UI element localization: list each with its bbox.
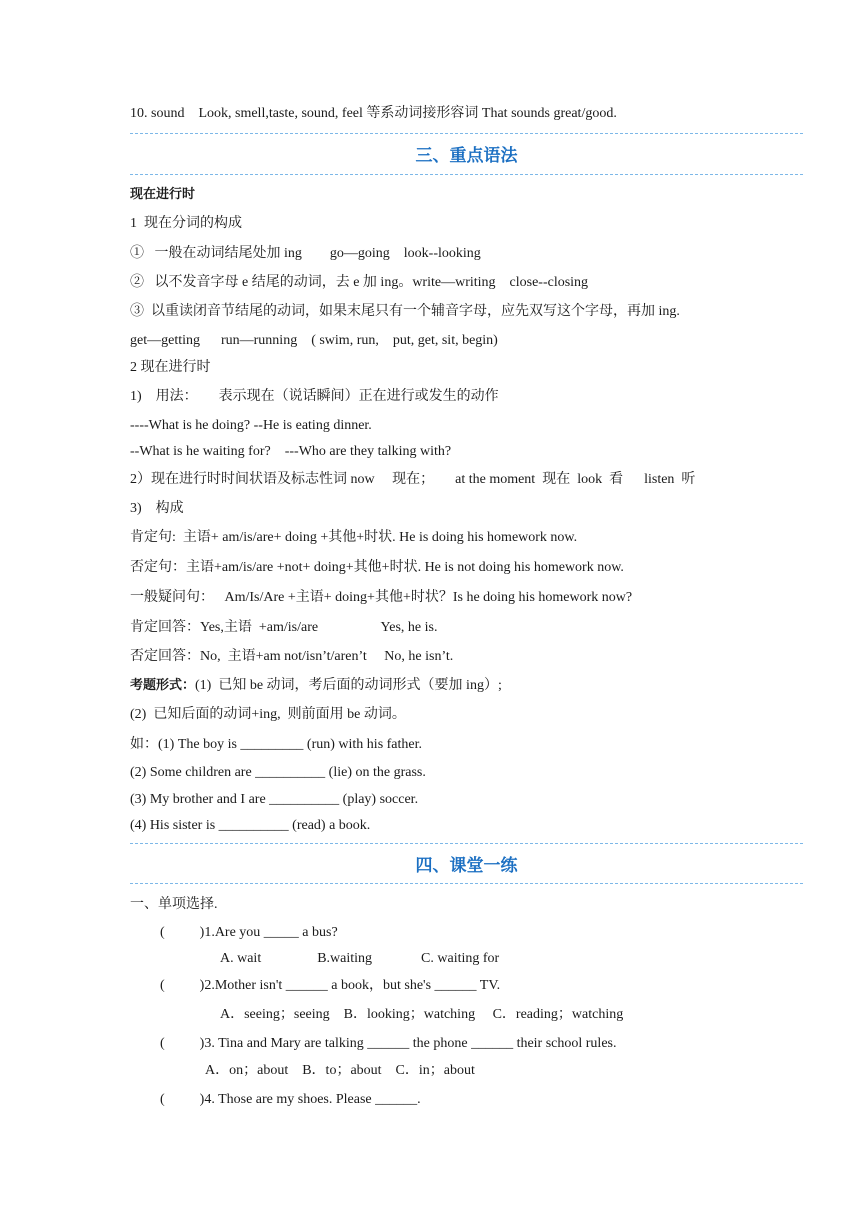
top-note: 10. sound Look, smell,taste, sound, feel 等系动词接形容词 That sounds great/good. xyxy=(130,106,617,121)
text-line: --What is he waiting for? ---Who are they talking with? xyxy=(130,444,452,459)
question-2-options: A．seeing；seeing B．looking；watching C．reading；watching xyxy=(220,1007,624,1022)
text-line: 一般疑问句： Am/Is/Are +主语+ doing+其他+时状？Is he doing his homework now? xyxy=(130,590,633,605)
text-line: get—getting run—running ( swim, run, put, get, sit, begin) xyxy=(130,333,498,348)
text-line: ② 以不发音字母 e 结尾的动词，去 e 加 ing。write—writing close--closing xyxy=(130,275,589,290)
text-line: 否定句：主语+am/is/are +not+ doing+其他+时状. He is not doing his homework now. xyxy=(130,560,624,575)
text-line: ③ 以重读闭音节结尾的动词，如果末尾只有一个辅音字母，应先双写这个字母，再加 ing. xyxy=(130,304,680,319)
text-line: 肯定回答：Yes,主语 +am/is/are Yes, he is. xyxy=(130,620,438,635)
question-1-options: A. wait B.waiting C. waiting for xyxy=(220,951,500,966)
example-line: (4) His sister is __________ (read) a book. xyxy=(130,818,371,833)
text-line: (2) 已知后面的动词+ing, 则前面用 be 动词。 xyxy=(130,707,406,722)
text-line: 肯定句: 主语+ am/is/are+ doing +其他+时状. He is doing his homework now. xyxy=(130,530,578,545)
section-title: 三、重点语法 xyxy=(415,146,518,166)
question-2: ( )2.Mother isn't ______ a book，but she's ______ TV. xyxy=(160,978,501,993)
text-line: ① 一般在动词结尾处加 ing go—going look--looking xyxy=(130,246,481,261)
question-3: ( )3. Tina and Mary are talking ______ the phone ______ their school rules. xyxy=(160,1036,617,1051)
divider xyxy=(130,843,803,844)
section-subtitle: 现在进行时 xyxy=(130,187,196,202)
text-line: 一、单项选择. xyxy=(130,897,218,912)
exam-line xyxy=(130,677,502,695)
text-line: 3) 构成 xyxy=(130,501,184,516)
question-4: ( )4. Those are my shoes. Please ______. xyxy=(160,1092,421,1107)
divider xyxy=(130,883,803,884)
text-line: 1) 用法： 表示现在（说话瞬间）正在进行或发生的动作 xyxy=(130,389,499,404)
divider xyxy=(130,133,803,134)
example-line: (2) Some children are __________ (lie) on the grass. xyxy=(130,765,426,780)
text-line: ----What is he doing? --He is eating dinner. xyxy=(130,418,372,433)
exam-label: 考题形式： xyxy=(130,678,196,693)
example-line: (3) My brother and I are __________ (play) soccer. xyxy=(130,792,419,807)
text-line: 2）现在进行时时间状语及标志性词 now 现在； at the moment 现在 look 看 listen 听 xyxy=(130,472,696,487)
divider xyxy=(130,174,803,175)
text-line: 2 现在进行时 xyxy=(130,360,211,375)
text-line: 否定回答：No, 主语+am not/isn’t/aren’t No, he isn’t. xyxy=(130,649,454,664)
question-1: ( )1.Are you _____ a bus? xyxy=(160,925,338,940)
section-title: 四、课堂一练 xyxy=(415,856,518,876)
example-line: 如：(1) The boy is _________ (run) with his father. xyxy=(130,737,423,752)
text-line: 1 现在分词的构成 xyxy=(130,216,242,231)
exam-text: (1) 已知 be 动词，考后面的动词形式（要加 ing）; xyxy=(195,678,502,693)
question-3-options: A．on；about B．to；about C．in；about xyxy=(205,1063,475,1078)
